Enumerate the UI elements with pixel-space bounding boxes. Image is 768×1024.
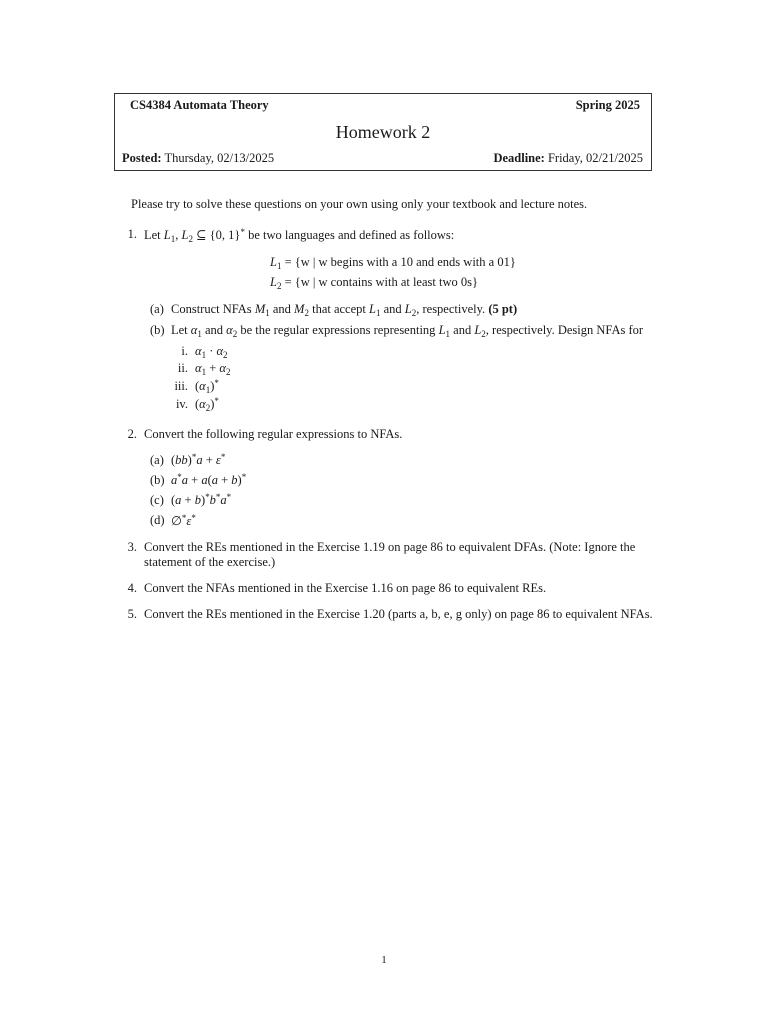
term: Spring 2025: [575, 98, 640, 112]
posted-date: Posted: Thursday, 02/13/2025: [122, 151, 275, 165]
q1b-i-expr: $\alpha_1 \cdot \alpha_2$: [195, 344, 228, 360]
q3-text-line2: statement of the exercise.): [144, 555, 276, 569]
q1-number: 1.: [127, 227, 137, 241]
page-title: Homework 2: [335, 122, 431, 142]
q2d-expr: ∅*ε*: [171, 513, 196, 528]
q2a-expr: (bb)*a + ε*: [171, 452, 226, 467]
q1-text: Let $L_1$, $L_2$ ⊆ {0, 1}* be two languages and defined as follows:: [144, 227, 455, 244]
q2b-label: (b): [150, 473, 165, 487]
q1b-iii-expr: $(\alpha_1)^*$: [195, 378, 219, 395]
q1b-ii-label: ii.: [177, 361, 188, 375]
q3-text-line1: Convert the REs mentioned in the Exercise 1.19 on page 86 to equivalent DFAs. (Note: Ignore the: [144, 540, 636, 554]
intro-text: Please try to solve these questions on your own using only your textbook and lecture notes.: [131, 197, 588, 211]
header-box: [114, 93, 652, 171]
page-number: 1: [381, 954, 387, 966]
q1b-ii-expr: $\alpha_1 + \alpha_2$: [195, 361, 231, 377]
q1b-iv-label: iv.: [175, 397, 188, 411]
q1b-label: (b): [150, 323, 165, 337]
q1b-text: Let $\alpha_1$ and $\alpha_2$ be the regular expressions representing $L_1$ and $L_2$, respectively. Design NFAs for: [171, 323, 644, 339]
deadline-date: Deadline: Friday, 02/21/2025: [493, 151, 643, 165]
q1a-text: Construct NFAs $M_1$ and $M_2$ that accept $L_1$ and $L_2$, respectively. (5 pt): [171, 302, 518, 318]
q1b-iv-expr: $(\alpha_2)^*$: [195, 396, 219, 413]
q5-text: Convert the REs mentioned in the Exercise 1.20 (parts a, b, e, g only) on page 86 to equivalent NFAs.: [144, 607, 653, 621]
q2c-label: (c): [150, 493, 164, 507]
q2b-expr: a*a + a(a + b)*: [171, 472, 247, 487]
q1-L2-definition: $L_2 = \{w$ | w contains with at least two 0s}: [270, 275, 478, 291]
q1b-i-label: i.: [181, 344, 188, 358]
q4-text: Convert the NFAs mentioned in the Exercise 1.16 on page 86 to equivalent REs.: [144, 581, 547, 595]
q1a-label: (a): [150, 302, 164, 316]
q3-number: 3.: [127, 540, 137, 554]
q5-number: 5.: [127, 607, 137, 621]
course-name: CS4384 Automata Theory: [130, 98, 269, 112]
q4-number: 4.: [127, 581, 137, 595]
q2-text: Convert the following regular expressions to NFAs.: [144, 427, 403, 441]
q2c-expr: (a + b)*b*a*: [171, 492, 232, 507]
q1-L1-definition: $L_1 = \{w$ | w begins with a 10 and ends with a 01}: [270, 255, 516, 271]
q2a-label: (a): [150, 453, 164, 467]
q2d-label: (d): [150, 513, 165, 527]
q1b-iii-label: iii.: [174, 379, 188, 393]
q2-number: 2.: [127, 427, 137, 441]
